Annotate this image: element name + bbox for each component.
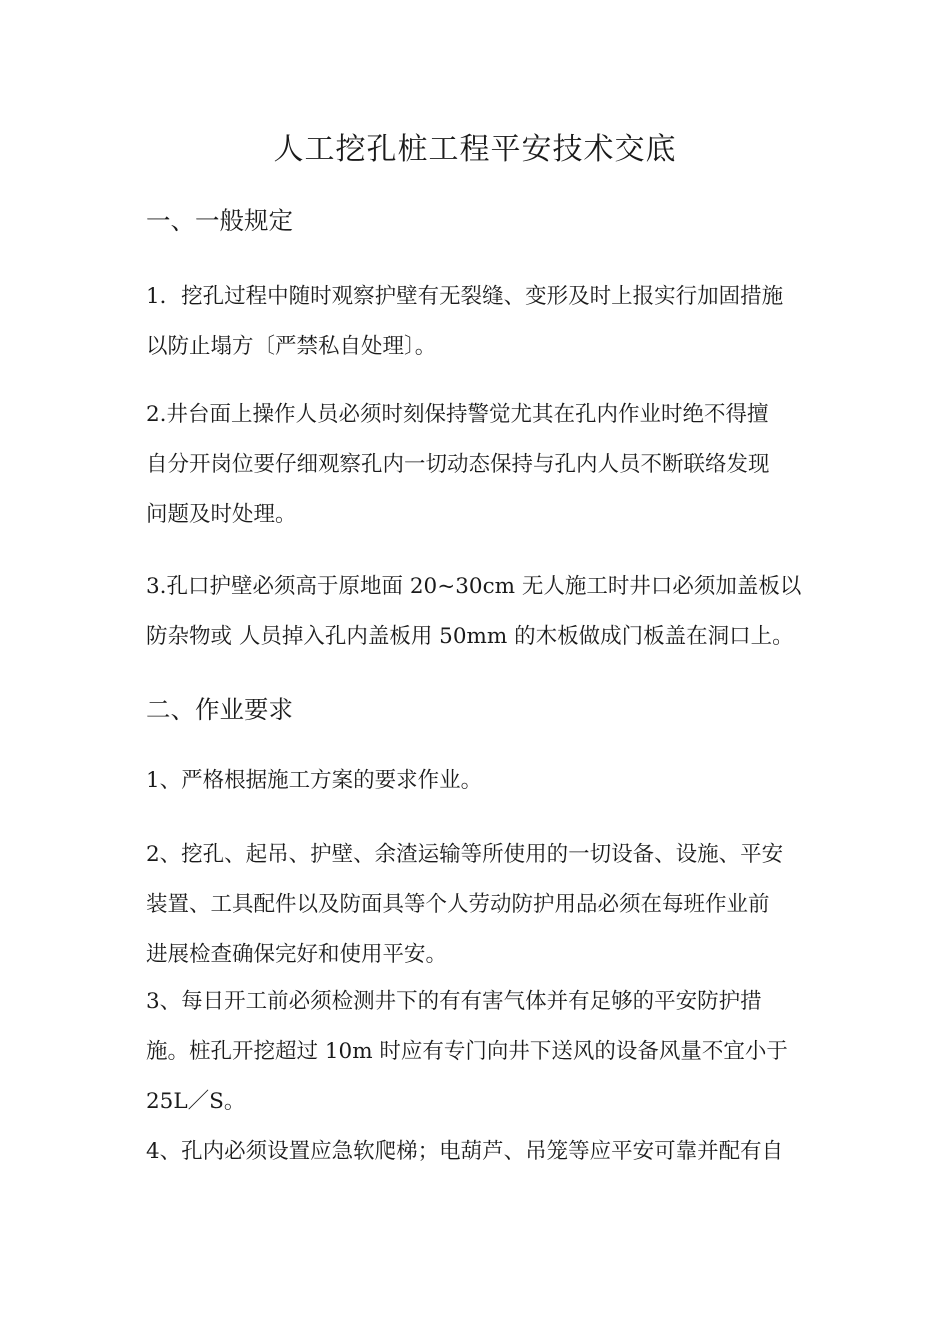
- text-line: 2.井台面上操作人员必须时刻保持警觉尤其在孔内作业时绝不得擅: [146, 402, 769, 427]
- text-line: 防杂物或 人员掉入孔内盖板用 50mm 的木板做成门板盖在洞口上。: [146, 624, 794, 649]
- paragraph-1-1: [146, 272, 816, 372]
- text-line: 装置、工具配件以及防面具等个人劳动防护用品必须在每班作业前: [146, 892, 770, 917]
- text-line: 1、严格根据施工方案的要求作业。: [146, 768, 483, 793]
- text-line: 4、孔内必须设置应急软爬梯；电葫芦、吊笼等应平安可靠并配有自: [146, 1139, 784, 1164]
- paragraph-2-4: [146, 1127, 816, 1177]
- text-line: 3.孔口护壁必须高于原地面 20~30cm 无人施工时井口必须加盖板以: [146, 574, 802, 599]
- text-line: 3、每日开工前必须检测井下的有有害气体并有足够的平安防护措: [146, 989, 762, 1014]
- paragraph-2-2: [146, 830, 816, 980]
- text-line: 25L／S。: [146, 1089, 246, 1114]
- text-line: 自分开岗位要仔细观察孔内一切动态保持与孔内人员不断联络发现: [146, 452, 770, 477]
- document-title: 人工挖孔桩工程平安技术交底: [273, 132, 677, 167]
- text-line: 2、挖孔、起吊、护壁、余渣运输等所使用的一切设备、设施、平安: [146, 842, 784, 867]
- section-heading-general-rules: 一、一般规定: [146, 206, 293, 235]
- paragraph-2-1: [146, 756, 816, 806]
- section-heading-work-requirements: 二、作业要求: [146, 695, 293, 724]
- text-line: 问题及时处理。: [146, 502, 297, 527]
- paragraph-2-3: [146, 977, 816, 1127]
- paragraph-1-3: [146, 562, 816, 662]
- text-line: 施。桩孔开挖超过 10m 时应有专门向井下送风的设备风量不宜小于: [146, 1039, 788, 1064]
- text-line: 进展检查确保完好和使用平安。: [146, 942, 448, 967]
- text-line: 1．挖孔过程中随时观察护壁有无裂缝、变形及时上报实行加固措施: [146, 284, 784, 309]
- text-line: 以防止塌方〔严禁私自处理〕。: [146, 334, 437, 359]
- paragraph-1-2: [146, 390, 816, 540]
